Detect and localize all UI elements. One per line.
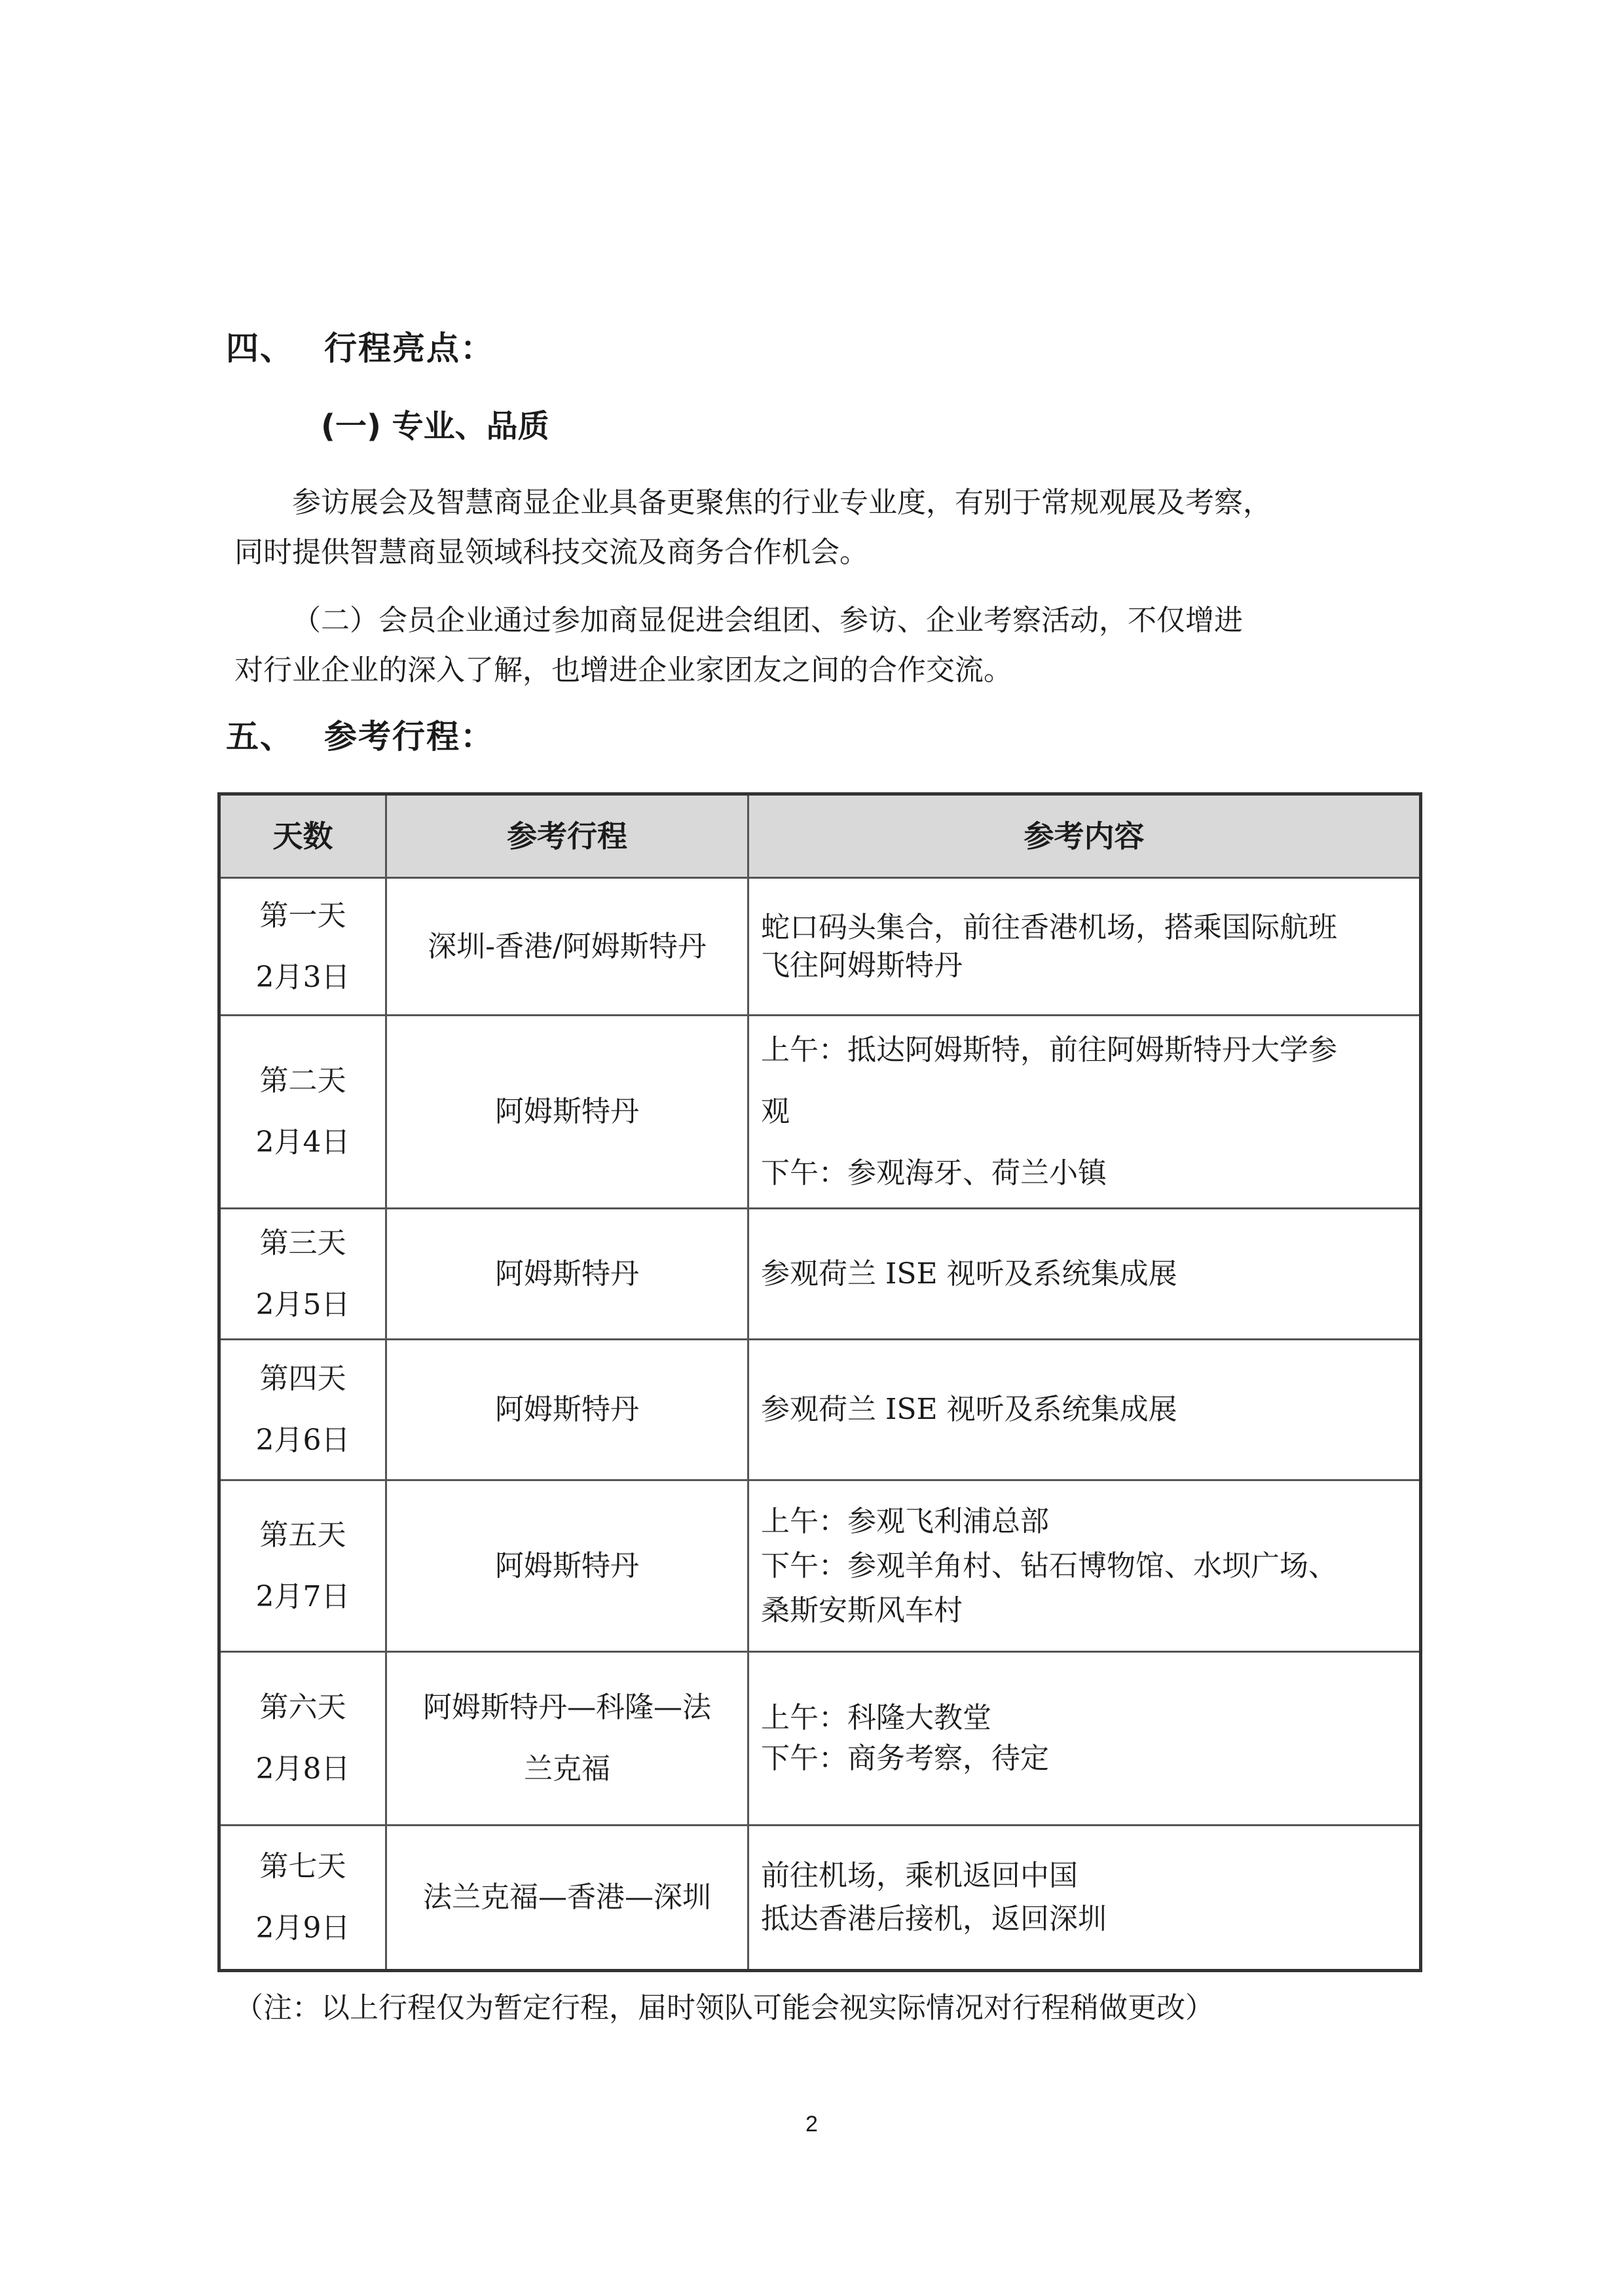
section-5-title: 参考行程： — [324, 718, 494, 756]
route-cell — [386, 1652, 748, 1826]
table-row — [219, 1340, 1421, 1480]
day-date: 2月6日 — [255, 1423, 350, 1457]
content-cell — [748, 1016, 1421, 1209]
paragraph-2 — [234, 596, 1400, 695]
table-row — [219, 1480, 1421, 1652]
section-5-heading — [226, 710, 494, 758]
content-line: 飞往阿姆斯特丹 — [761, 948, 963, 982]
content-line: 下午：商务考察，待定 — [761, 1742, 1049, 1775]
day-label: 第四天 — [259, 1362, 346, 1395]
table-row — [219, 1209, 1421, 1340]
route-cell — [386, 1016, 748, 1209]
section-4-number: 四、 — [226, 329, 294, 367]
itinerary-table — [217, 792, 1422, 1972]
section-4-title: 行程亮点： — [324, 329, 494, 367]
day-date: 2月8日 — [255, 1752, 350, 1786]
route-line: 兰克福 — [524, 1752, 610, 1786]
route-cell — [386, 1340, 748, 1480]
table-row — [219, 878, 1421, 1016]
paragraph-2-line: 对行业企业的深入了解，也增进企业家团友之间的合作交流。 — [234, 653, 1012, 687]
route-cell — [386, 1480, 748, 1652]
paragraph-1-line: 参访展会及智慧商显企业具备更聚焦的行业专业度，有别于常规观展及考察， — [292, 486, 1272, 519]
day-cell — [219, 1209, 386, 1340]
day-label: 第六天 — [259, 1691, 346, 1724]
content-line: 前往机场，乘机返回中国 — [761, 1859, 1078, 1892]
day-label: 第七天 — [259, 1850, 346, 1883]
day-cell — [219, 1652, 386, 1826]
day-date: 2月4日 — [255, 1126, 350, 1159]
day-cell — [219, 1340, 386, 1480]
route-cell — [386, 1826, 748, 1971]
content-line: 上午：抵达阿姆斯特，前往阿姆斯特丹大学参 — [761, 1033, 1337, 1067]
paragraph-2-line: （二）会员企业通过参加商显促进会组团、参访、企业考察活动，不仅增进 — [292, 604, 1243, 637]
day-cell — [219, 1016, 386, 1209]
content-cell — [748, 1209, 1421, 1340]
table-row — [219, 1826, 1421, 1971]
paragraph-1-line: 同时提供智慧商显领域科技交流及商务合作机会。 — [234, 536, 868, 569]
day-cell — [219, 878, 386, 1016]
content-cell — [748, 1652, 1421, 1826]
content-line: 参观荷兰 ISE 视听及系统集成展 — [761, 1393, 1177, 1426]
route-line: 阿姆斯特丹 — [495, 1549, 639, 1583]
page-number: 2 — [805, 2112, 818, 2137]
route-line: 阿姆斯特丹—科隆—法 — [423, 1691, 711, 1724]
paragraph-1 — [234, 478, 1400, 578]
content-cell — [748, 1340, 1421, 1480]
day-date: 2月3日 — [255, 960, 350, 994]
content-line: 观 — [761, 1095, 790, 1128]
content-line: 抵达香港后接机，返回深圳 — [761, 1902, 1107, 1936]
section-4-heading — [226, 322, 494, 369]
route-line: 深圳-香港/阿姆斯特丹 — [428, 929, 707, 963]
day-date: 2月5日 — [255, 1287, 350, 1321]
day-cell — [219, 1826, 386, 1971]
route-line: 阿姆斯特丹 — [495, 1095, 639, 1128]
route-line: 阿姆斯特丹 — [495, 1393, 639, 1426]
route-line: 阿姆斯特丹 — [495, 1257, 639, 1291]
content-line: 下午：参观海牙、荷兰小镇 — [761, 1156, 1107, 1190]
day-label: 第一天 — [259, 898, 346, 932]
itinerary-note: （注：以上行程仅为暂定行程，届时领队可能会视实际情况对行程稍做更改） — [234, 1991, 1214, 2025]
content-cell — [748, 1480, 1421, 1652]
route-line: 法兰克福—香港—深圳 — [423, 1881, 711, 1914]
content-line: 上午：参观飞利浦总部 — [761, 1504, 1049, 1538]
table-row — [219, 1652, 1421, 1826]
day-date: 2月9日 — [255, 1911, 350, 1945]
section-5-number: 五、 — [226, 718, 294, 756]
content-line: 上午：科隆大教堂 — [761, 1701, 991, 1735]
table-row — [219, 1016, 1421, 1209]
content-cell — [748, 878, 1421, 1016]
subsection-1-heading: (一) 专业、品质 — [321, 408, 549, 445]
content-line: 桑斯安斯风车村 — [761, 1593, 963, 1627]
header-route: 参考行程 — [386, 794, 748, 878]
route-cell — [386, 878, 748, 1016]
content-line: 参观荷兰 ISE 视听及系统集成展 — [761, 1257, 1177, 1291]
header-days: 天数 — [219, 794, 386, 878]
content-line: 下午：参观羊角村、钻石博物馆、水坝广场、 — [761, 1549, 1337, 1583]
route-cell — [386, 1209, 748, 1340]
day-label: 第二天 — [259, 1064, 346, 1097]
day-label: 第三天 — [259, 1226, 346, 1260]
content-line: 蛇口码头集合，前往香港机场，搭乘国际航班 — [761, 910, 1337, 944]
day-label: 第五天 — [259, 1518, 346, 1552]
day-date: 2月7日 — [255, 1579, 350, 1613]
content-cell — [748, 1826, 1421, 1971]
header-content: 参考内容 — [748, 794, 1421, 878]
day-cell — [219, 1480, 386, 1652]
table-header-row — [219, 794, 1421, 878]
